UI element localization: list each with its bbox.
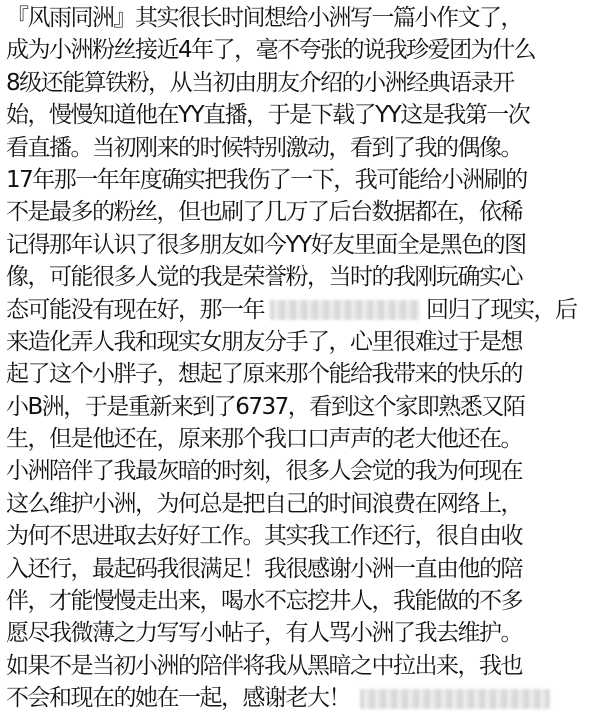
text-line: 来造化弄人我和现实女朋友分手了，心里很难过于是想: [6, 328, 522, 355]
text-line: 入还行，最起码我很满足！我很感谢小洲一直由他的陪: [6, 555, 522, 582]
text-line: 小B洲，于是重新来到了6737，看到这个家即熟悉又陌: [6, 393, 525, 420]
redacted-blur: [270, 300, 420, 320]
text-line: 17年那一年年度确实把我伤了一下，我可能给小洲刷的: [6, 166, 527, 193]
text-line: 伴，才能慢慢走出来，喝水不忘挖井人，我能做的不多: [6, 588, 522, 615]
text-line: 成为小洲粉丝接近4年了，毫不夸张的说我珍爱团为什么: [6, 37, 536, 64]
text-line: 愿尽我微薄之力写写小帖子，有人骂小洲了我去维护。: [6, 620, 522, 647]
text-line: 看直播。当初刚来的时候特别激动，看到了我的偶像。: [6, 134, 522, 161]
text-line: 起了这个小胖子，想起了原来那个能给我带来的快乐的: [6, 361, 522, 388]
text-line: 记得那年认识了很多朋友如今YY好友里面全是黑色的图: [6, 231, 526, 258]
text-line: 8级还能算铁粉，从当初由朋友介绍的小洲经典语录开: [6, 69, 514, 96]
text-line: 如果不是当初小洲的陪伴将我从黑暗之中拉出来，我也: [6, 652, 522, 679]
text-line: 始，慢慢知道他在YY直播，于是下载了YY这是我第一次: [6, 102, 530, 129]
text-segment: 态可能没有现在好，那一年: [6, 296, 264, 323]
redacted-blur: [360, 689, 550, 709]
text-line: 『风雨同洲』其实很长时间想给小洲写一篇小作文了，: [6, 5, 522, 31]
post-body: [6, 2, 596, 715]
text-line-with-redaction: [6, 294, 596, 326]
text-segment: 不会和现在的她在一起，感谢老大！: [6, 685, 350, 712]
text-line: 生，但是他还在，原来那个我口口声声的老大他还在。: [6, 426, 522, 453]
text-line: 像，可能很多人觉的我是荣誉粉，当时的我刚玩确实心: [6, 264, 522, 291]
text-line: 不是最多的粉丝，但也刷了几万了后台数据都在，依稀: [6, 199, 522, 226]
text-line: 这么维护小洲，为何总是把自己的时间浪费在网络上，: [6, 490, 522, 517]
text-line: 小洲陪伴了我最灰暗的时刻，很多人会觉的我为何现在: [6, 458, 522, 485]
text-segment: 回归了现实，后: [426, 296, 577, 323]
text-line: 为何不思进取去好好工作。其实我工作还行，很自由收: [6, 523, 522, 550]
